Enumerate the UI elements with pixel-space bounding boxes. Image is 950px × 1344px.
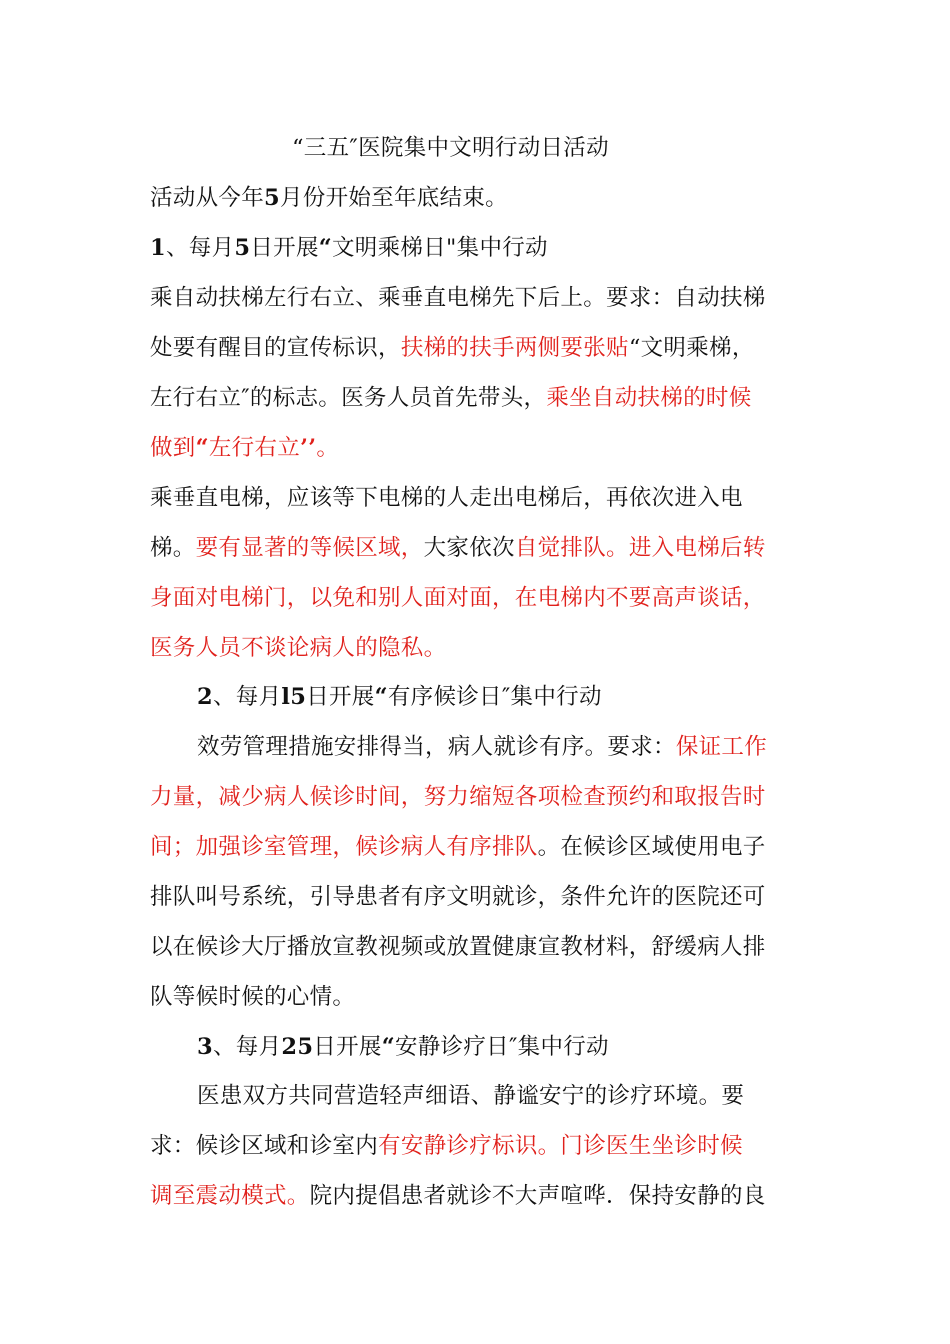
s1-l4-quote-open: “ <box>195 435 209 461</box>
section-2-line-2: 力量，减少病人候诊时间，努力缩短各项检查预约和取报告时 <box>150 784 766 810</box>
s1-l3-text: 左行右立″的标志。医务人员首先带头， <box>150 385 547 411</box>
section-1-line-3 <box>150 383 752 413</box>
section-1-heading-a: 、每月 <box>165 235 235 261</box>
section-1-number: 1 <box>150 235 166 261</box>
s1-l4-quote-close: ’’ <box>300 435 317 461</box>
section-1-line-4 <box>150 433 339 463</box>
section-1-line-1: 乘自动扶梯左行右立、乘垂直电梯先下后上。要求：自动扶梯 <box>150 285 766 311</box>
section-1-line-6 <box>150 533 766 563</box>
s1-l6-a: 梯。 <box>150 535 196 561</box>
section-3-day: 25 <box>281 1034 314 1060</box>
intro-month-number: 5 <box>264 185 280 211</box>
s1-l2-text-end: “文明乘梯， <box>628 335 755 361</box>
s3-l2-highlight: 有安静诊疗标识。门诊医生坐诊时候 <box>378 1133 743 1159</box>
section-3-line-1: 医患双方共同营造轻声细语、静谧安宁的诊疗环境。要 <box>197 1083 745 1109</box>
section-1-heading <box>150 233 548 263</box>
section-2-number: 2 <box>197 684 213 710</box>
section-2-line-3 <box>150 832 766 862</box>
section-2-quote: “ <box>374 684 388 710</box>
section-1-line-2 <box>150 333 755 363</box>
section-2-heading-c: 日开展 <box>306 684 375 710</box>
s1-l6-highlight-2: 自觉排队。进入电梯后转 <box>514 535 766 561</box>
s2-l1-text: 效劳管理措施安排得当，病人就诊有序。要求： <box>197 734 676 760</box>
section-2-line-1 <box>197 732 767 762</box>
s1-l4-a: 做到 <box>150 435 196 461</box>
s3-l2-text: 求：候诊区域和诊室内 <box>150 1133 379 1159</box>
section-3-line-2 <box>150 1131 743 1161</box>
s1-l6-highlight-1: 要有显著的等候区域， <box>195 535 424 561</box>
s1-l3-highlight: 乘坐自动扶梯的时候 <box>546 385 752 411</box>
section-1-heading-e: 文明乘梯日"集中行动 <box>332 235 548 261</box>
section-3-heading-a: 、每月 <box>212 1034 282 1060</box>
s2-l3-text: 。在候诊区域使用电子 <box>537 834 766 860</box>
s1-l4-c: 左行右立 <box>208 435 301 461</box>
section-2-heading-e: 有序候诊日″集中行动 <box>387 684 602 710</box>
section-3-quote: “ <box>381 1034 395 1060</box>
section-2-line-5: 以在候诊大厅播放宣教视频或放置健康宣教材料，舒缓病人排 <box>150 934 766 960</box>
intro-paragraph <box>150 183 508 213</box>
section-1-quote: “ <box>318 235 332 261</box>
s1-l2-highlight: 扶梯的扶手两侧要张贴 <box>400 335 629 361</box>
section-1-line-7: 身面对电梯门，以免和别人面对面，在电梯内不要高声谈话， <box>150 585 766 611</box>
section-1-line-8: 医务人员不谈论病人的隐私。 <box>150 635 447 661</box>
s1-l2-text: 处要有醒目的宣传标识， <box>150 335 401 361</box>
document-title: “三五″医院集中文明行动日活动 <box>292 135 609 161</box>
section-3-heading <box>197 1032 609 1062</box>
s1-l4-e: 。 <box>316 435 340 461</box>
intro-text-c: 月份开始至年底结束。 <box>279 185 508 211</box>
section-1-line-5: 乘垂直电梯，应该等下电梯的人走出电梯后，再依次进入电 <box>150 485 743 511</box>
intro-text-a: 活动从今年 <box>150 185 265 211</box>
section-3-number: 3 <box>197 1034 213 1060</box>
section-3-heading-e: 安静诊疗日″集中行动 <box>394 1034 609 1060</box>
section-2-line-6: 队等候时候的心情。 <box>150 984 356 1010</box>
section-1-day: 5 <box>234 235 251 261</box>
s2-l3-highlight: 间；加强诊室管理，候诊病人有序排队 <box>150 834 538 860</box>
s3-l3-text: 院内提倡患者就诊不大声喧哗．保持安静的良 <box>309 1183 766 1209</box>
section-2-day: l5 <box>281 684 307 710</box>
section-3-line-3 <box>150 1181 766 1211</box>
section-2-heading <box>197 682 602 712</box>
section-1-heading-c: 日开展 <box>250 235 319 261</box>
s2-l1-highlight: 保证工作 <box>675 734 768 760</box>
s3-l3-highlight: 调至震动模式。 <box>150 1183 310 1209</box>
section-2-heading-a: 、每月 <box>212 684 282 710</box>
section-2-line-4: 排队叫号系统，引导患者有序文明就诊，条件允许的医院还可 <box>150 884 766 910</box>
s1-l6-c: 大家依次 <box>423 535 515 561</box>
section-3-heading-c: 日开展 <box>313 1034 382 1060</box>
